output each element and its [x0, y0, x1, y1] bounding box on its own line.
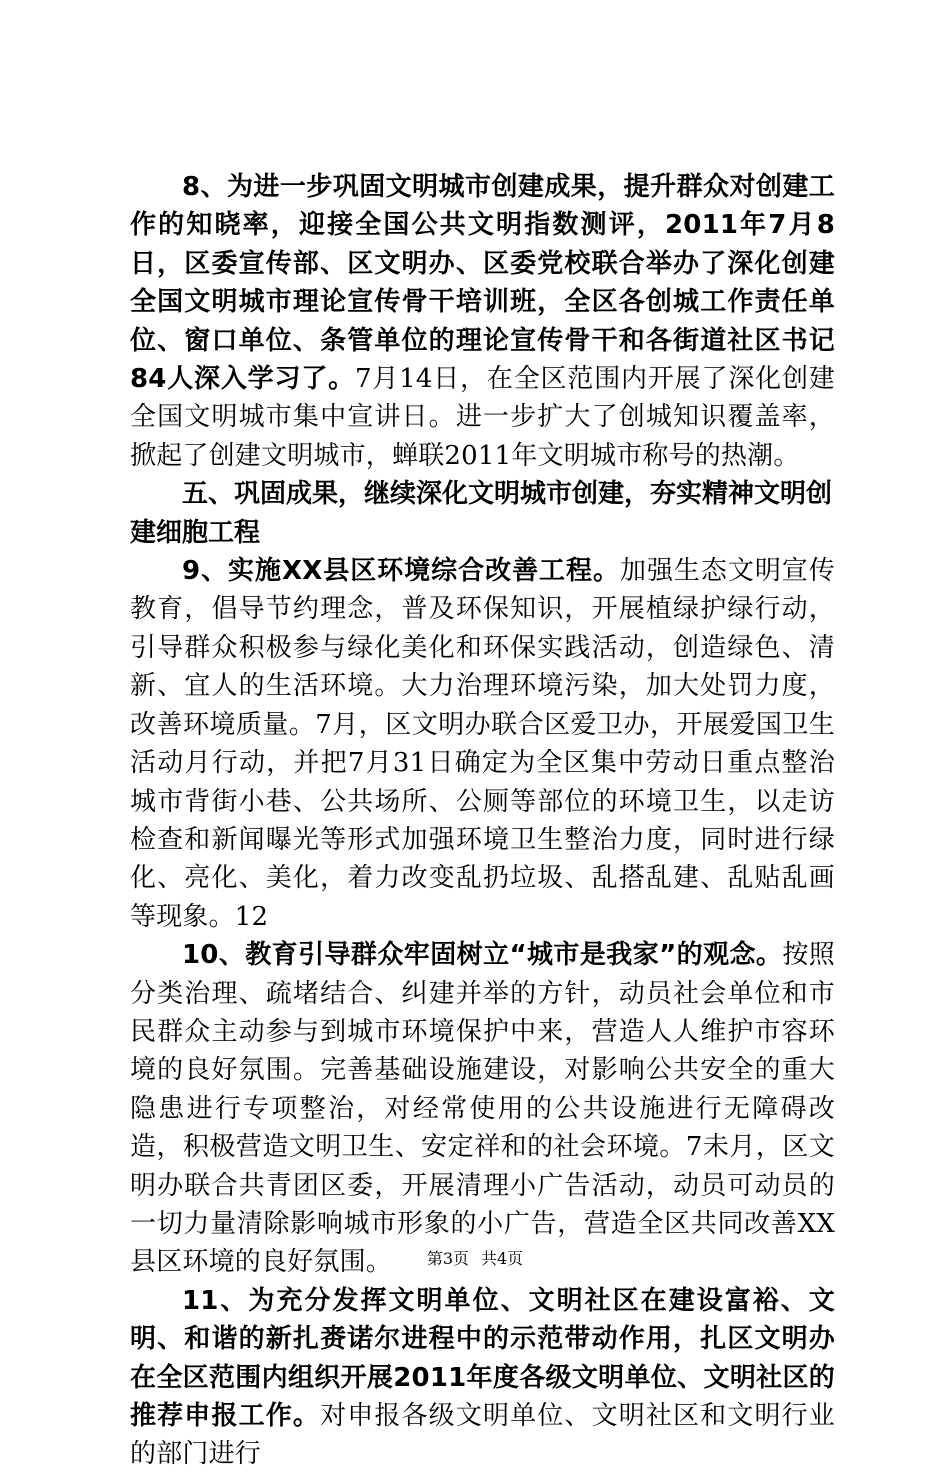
paragraph-11-text: 对申报各级文明单位、文明社区和文明行业的部门进行 — [130, 1401, 835, 1470]
page-number: 第3页 — [426, 1249, 469, 1268]
paragraph-11-lead: 11、为充分发挥文明单位、文明社区在建设富裕、文明、和谐的新扎赉诺尔进程中的示范带动作用，扎区文明办在全区范围内组织开展2011年度各级文明单位、文明社区的推荐申报工作。 — [130, 1285, 835, 1431]
paragraph-8-lead: 8、为进一步巩固文明城市创建成果，提升群众对创建工作的知晓率，迎接全国公共文明指数测评，2011年7月8日，区委宣传部、区文明办、区委党校联合举办了深化创建全国文明城市理论宣传骨干培训班，全区各创城工作责任单位、窗口单位、条管单位的理论宣传骨干和各街道社区书记84人深入学习了。 — [130, 172, 835, 395]
paragraph-8 — [130, 168, 835, 475]
page-total: 共4页 — [481, 1249, 524, 1268]
paragraph-9-lead: 9、实施XX县区环境综合改善工程。 — [182, 556, 620, 587]
paragraph-10-lead: 10、教育引导群众牢固树立“城市是我家”的观念。 — [182, 940, 783, 971]
paragraph-9-text: 加强生态文明宣传教育，倡导节约理念，普及环保知识，开展植绿护绿行动，引导群众积极参与绿化美化和环保实践活动，创造绿色、清新、宜人的生活环境。大力治理环境污染，加大处罚力度，改善环境质量。7月，区文明办联合区爱卫办，开展爱国卫生活动月行动，并把7月31日确定为全区集中劳动日重点整治城市背街小巷、公共场所、公厕等部位的环境卫生，以走访检查和新闻曝光等形式加强环境卫生整治力度，同时进行绿化、亮化、美化，着力改变乱扔垃圾、乱搭乱建、乱贴乱画等现象。12 — [130, 556, 835, 932]
paragraph-10-text: 按照分类治理、疏堵结合、纠建并举的方针，动员社会单位和市民群众主动参与到城市环境保护中来，营造人人维护市容环境的良好氛围。完善基础设施建设，对影响公共安全的重大隐患进行专项整治，对经常使用的公共设施进行无障碍改造，积极营造文明卫生、安定祥和的社会环境。7未月，区文明办联合共青团区委，开展清理小广告活动，动员可动员的一切力量清除影响城市形象的小广告，营造全区共同改善XX县区环境的良好氛围。 — [130, 940, 835, 1278]
section-heading-5: 五、巩固成果，继续深化文明城市创建，夯实精神文明创建细胞工程 — [130, 479, 833, 548]
paragraph-9 — [130, 552, 835, 936]
page-footer — [0, 1246, 950, 1269]
paragraph-11 — [130, 1282, 835, 1474]
document-body — [130, 168, 835, 1474]
paragraph-10 — [130, 936, 835, 1282]
paragraph-8-text: 7月14日，在全区范围内开展了深化创建全国文明城市集中宣讲日。进一步扩大了创城知识覆盖率，掀起了创建文明城市，蝉联2011年文明城市称号的热潮。 — [130, 364, 835, 471]
